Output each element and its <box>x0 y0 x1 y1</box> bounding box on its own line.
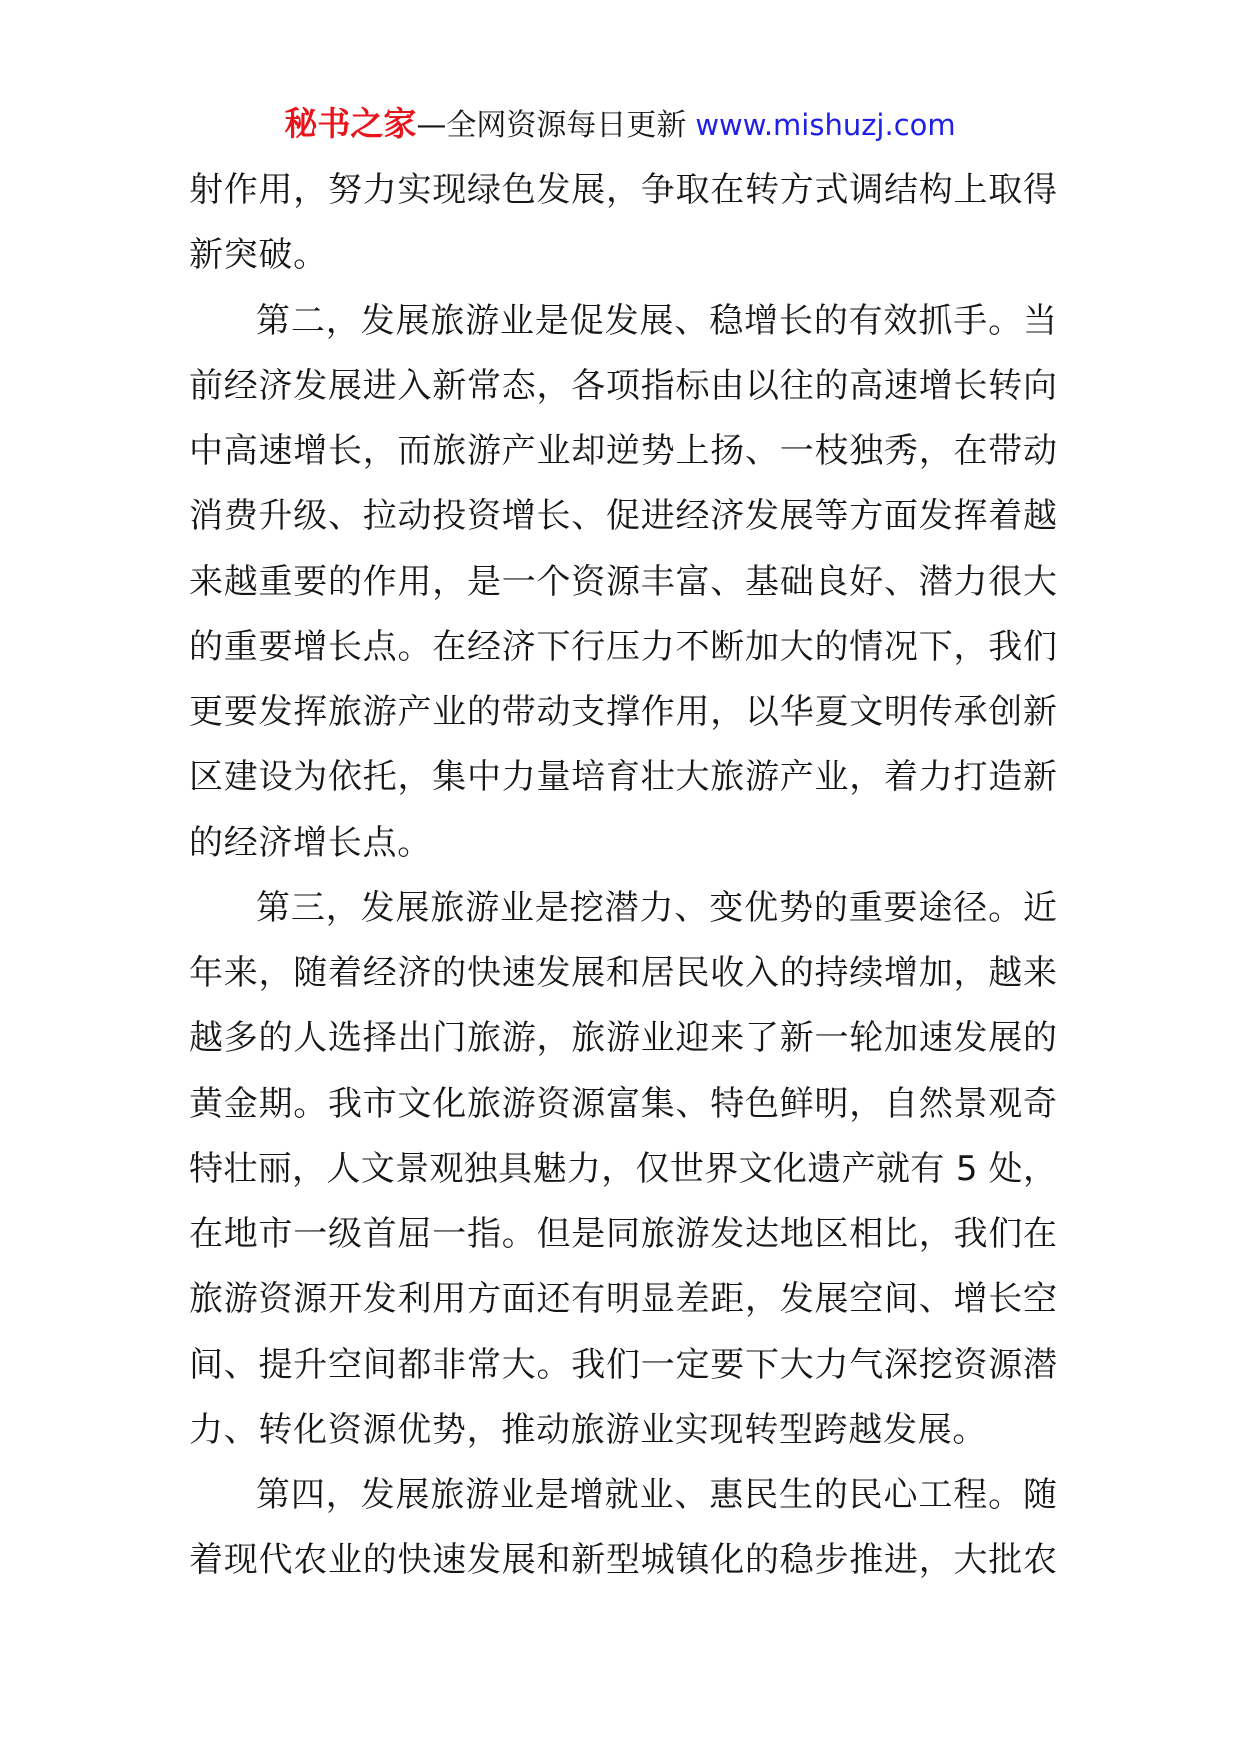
text-line: 射作用，努力实现绿色发展，争取在转方式调结构上取得 <box>189 170 1057 210</box>
text-line: 间、提升空间都非常大。我们一定要下大力气深挖资源潜 <box>189 1344 1057 1385</box>
site-header <box>0 102 1240 146</box>
text-line: 旅游资源开发利用方面还有明显差距，发展空间、增长空 <box>189 1279 1057 1320</box>
paragraph <box>189 1463 1057 1594</box>
text-line: 来越重要的作用，是一个资源丰富、基础良好、潜力很大 <box>189 561 1057 602</box>
text-line: 特壮丽，人文景观独具魅力，仅世界文化遗产就有 5 处， <box>189 1148 1057 1189</box>
text-line: 的经济增长点。 <box>189 822 432 863</box>
site-url: www.mishuzj.com <box>695 108 956 142</box>
text-line: 在地市一级首屈一指。但是同旅游发达地区相比，我们在 <box>189 1214 1057 1254</box>
text-line: 年来，随着经济的快速发展和居民收入的持续增加，越来 <box>189 953 1057 993</box>
header-tagline: —全网资源每日更新 <box>416 108 687 143</box>
text-line: 更要发挥旅游产业的带动支撑作用，以华夏文明传承创新 <box>189 692 1057 732</box>
paragraph <box>189 158 1057 289</box>
document-body <box>189 158 1057 1594</box>
text-line: 前经济发展进入新常态，各项指标由以往的高速增长转向 <box>189 365 1057 406</box>
text-line: 第三，发展旅游业是挖潜力、变优势的重要途径。近 <box>256 887 1057 928</box>
text-line: 力、转化资源优势，推动旅游业实现转型跨越发展。 <box>189 1409 988 1450</box>
paragraph <box>189 289 1057 876</box>
text-line: 的重要增长点。在经济下行压力不断加大的情况下，我们 <box>189 626 1057 667</box>
text-line: 越多的人选择出门旅游，旅游业迎来了新一轮加速发展的 <box>189 1018 1057 1059</box>
text-line: 消费升级、拉动投资增长、促进经济发展等方面发挥着越 <box>189 496 1057 537</box>
paragraph <box>189 876 1057 1463</box>
brand-name: 秘书之家 <box>284 104 417 143</box>
text-line: 着现代农业的快速发展和新型城镇化的稳步推进，大批农 <box>189 1540 1057 1581</box>
text-line: 第四，发展旅游业是增就业、惠民生的民心工程。随 <box>256 1475 1057 1515</box>
text-line: 中高速增长，而旅游产业却逆势上扬、一枝独秀，在带动 <box>189 431 1057 471</box>
text-line: 第二，发展旅游业是促发展、稳增长的有效抓手。当 <box>256 300 1057 341</box>
text-line: 区建设为依托，集中力量培育壮大旅游产业，着力打造新 <box>189 757 1057 798</box>
text-line: 新突破。 <box>189 235 328 276</box>
text-line: 黄金期。我市文化旅游资源富集、特色鲜明，自然景观奇 <box>189 1083 1057 1124</box>
